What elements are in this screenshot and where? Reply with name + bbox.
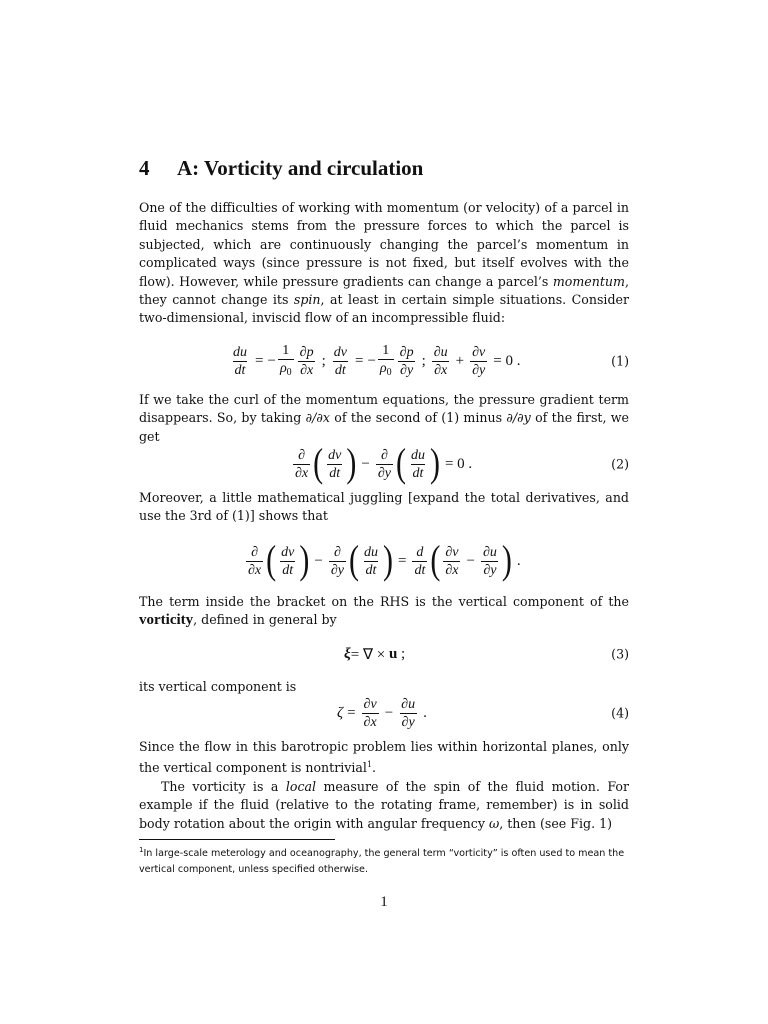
paragraph-curl: If we take the curl of the momentum equations, the pressure gradient term disappears. So, by taking ∂/∂x of the second of (1) minus ∂/∂y of the first, we get (139, 392, 630, 444)
equation-unnumbered: $\frac{\partial}{\partial x}$ ( $\frac{dv}{dt}$ ) − $\frac{\partial}{\partial y}$ ( $\frac{du}{dt}$ ) = $\frac{d}{dt}$ ( $\frac{\partial v}{\partial x}$ − $\frac{\partial u}{\partial y}$ ) . (248, 538, 521, 583)
paragraph-vorticity-definition: The term inside the bracket on the RHS is the vertical component of the vorticity, defined in general by (139, 594, 629, 629)
equation-number-2: (2) (611, 456, 629, 472)
equation-4: ζ = $\frac{\partial v}{\partial x}$ − $\frac{\partial u}{\partial y}$ . (4) (337, 696, 629, 730)
footnote-rule (139, 839, 335, 840)
equation-3: ξ = ∇ × u ; (3) (344, 645, 629, 663)
paragraph-barotropic: Since the flow in this barotropic problem lies within horizontal planes, only the vertical component is nontrivial$^1$. The vorticity is a local measure of the spin of the fluid motion. For example if the fluid (relative to the rotating frame, remember) is in solid body rotation about the origin with angular frequency ω, then (see Fig. 1) (139, 739, 629, 831)
section-number: 4 (139, 156, 150, 180)
equation-number-4: (4) (611, 705, 629, 721)
paragraph-juggling: Moreover, a little mathematical juggling [expand the total derivatives, and use the 3rd of (1)] shows that (139, 490, 629, 524)
footnote: $^1$In large-scale meterology and oceanography, the general term “vorticity” is often used to mean the vertical component, unless specified otherwise. (139, 846, 625, 876)
section-title: A: Vorticity and circulation (177, 156, 424, 180)
equation-1: $\frac{du}{dt}$ = − $\frac{1}{\rho_0}$ $\frac{\partial p}{\partial x}$ ; $\frac{dv}{dt}$ = − $\frac{1}{\rho_0}$ $\frac{\partial p}{\partial y}$ ; $\frac{\partial u}{\partial x}$ + $\frac{\partial v}{\partial y}$ = 0 . (1) (139, 338, 629, 384)
vorticity-term: vorticity (139, 612, 194, 629)
paragraph-intro: One of the difficulties of working with momentum (or velocity) of a parcel in fluid mechanics stems from the pressure forces to which the parcel is subjected, which are continuously changing the parcel’s momentum in complicated ways (since pressure is not fixed, but itself evolves with the flow). However, while pressure gradients can change a parcel’s momentum, they cannot change its spin, at least in certain simple situations. Consider two-dimensional, inviscid flow of an incompressible fluid: (139, 200, 629, 326)
equation-number-1: (1) (611, 353, 629, 369)
paragraph-vertical-component: its vertical component is (139, 679, 297, 694)
page-number: 1 (380, 894, 388, 910)
equation-2: $\frac{\partial}{\partial x}$ ( $\frac{dv}{dt}$ ) − $\frac{\partial}{\partial y}$ ( $\frac{du}{dt}$ ) = 0 . (2) (295, 441, 629, 486)
section-heading (139, 156, 423, 181)
footnote-marker: 1 (366, 760, 373, 770)
equation-number-3: (3) (611, 646, 629, 662)
